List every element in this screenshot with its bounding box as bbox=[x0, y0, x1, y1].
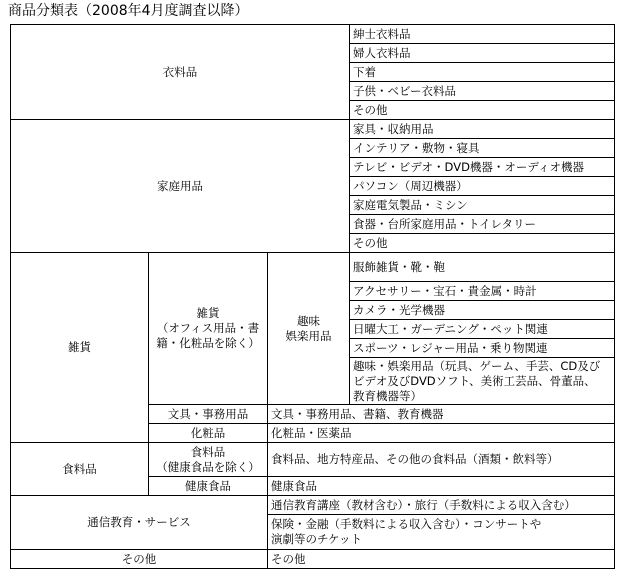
item-cell: 食料品、地方特産品、その他の食料品（酒類・飲料等） bbox=[268, 443, 615, 477]
table-row bbox=[11, 443, 615, 477]
item-cell: アクセサリー・宝石・貴金属・時計 bbox=[350, 282, 615, 301]
category-services: 通信教育・サービス bbox=[11, 496, 268, 550]
category-clothing: 衣料品 bbox=[11, 25, 350, 120]
category-household: 家庭用品 bbox=[11, 120, 350, 253]
item-cell: カメラ・光学機器 bbox=[350, 301, 615, 320]
item-cell: 婦人衣料品 bbox=[350, 44, 615, 63]
item-cell: 下着 bbox=[350, 63, 615, 82]
subcategory-hobby bbox=[268, 253, 350, 405]
subcategory-label: （健康食品を除く） bbox=[156, 459, 260, 474]
subcategory-food-general bbox=[149, 443, 268, 477]
table-row bbox=[11, 253, 615, 282]
subcategory-health-food: 健康食品 bbox=[149, 477, 268, 496]
subcategory-label: 趣味 bbox=[297, 313, 320, 328]
category-misc: 雑貨 bbox=[11, 253, 149, 443]
item-cell: 日曜大工・ガーデニング・ペット関連 bbox=[350, 320, 615, 339]
item-cell: その他 bbox=[268, 550, 615, 569]
item-cell: 通信教育講座（教材含む）・旅行（手数料による収入含む） bbox=[268, 496, 615, 515]
category-food: 食料品 bbox=[11, 443, 149, 496]
item-cell: 文具・事務用品、書籍、教育機器 bbox=[268, 405, 615, 424]
item-cell bbox=[268, 515, 615, 550]
item-cell: 家庭電気製品・ミシン bbox=[350, 196, 615, 215]
item-cell: 紳士衣料品 bbox=[350, 25, 615, 44]
subcategory-label: 籍・化粧品を除く） bbox=[156, 336, 260, 350]
subcategory-misc-general bbox=[149, 253, 268, 405]
item-cell: 服飾雑貨・靴・鞄 bbox=[350, 253, 615, 282]
category-other: その他 bbox=[11, 550, 268, 569]
table-row bbox=[11, 550, 615, 569]
table-row bbox=[11, 120, 615, 139]
table-row bbox=[11, 496, 615, 515]
subcategory-label: 雑貨 bbox=[196, 306, 220, 320]
item-cell: スポーツ・レジャー用品・乗り物関連 bbox=[350, 339, 615, 358]
item-cell: その他 bbox=[350, 234, 615, 253]
item-cell: パソコン（周辺機器） bbox=[350, 177, 615, 196]
subcategory-label: 食料品 bbox=[190, 444, 226, 459]
page-title: 商品分類表（2008年4月度調査以降） bbox=[8, 3, 249, 19]
item-cell: 化粧品・医薬品 bbox=[268, 424, 615, 443]
item-cell bbox=[350, 358, 615, 405]
subcategory-label: （オフィス用品・書 bbox=[156, 321, 260, 335]
subcategory-cosmetics: 化粧品 bbox=[149, 424, 268, 443]
item-line: 保険・金融（手数料による収入含む）・コンサートや bbox=[271, 517, 542, 531]
classification-table bbox=[10, 24, 615, 569]
subcategory-label: 娯楽用品 bbox=[285, 328, 332, 343]
subcategory-stationery: 文具・事務用品 bbox=[149, 405, 268, 424]
item-cell: 食器・台所家庭用品・トイレタリー bbox=[350, 215, 615, 234]
item-cell: その他 bbox=[350, 101, 615, 120]
item-line: 趣味・娯楽用品（玩具、ゲーム、手芸、CD及び bbox=[353, 358, 601, 373]
item-cell: 健康食品 bbox=[268, 477, 615, 496]
item-cell: インテリア・敷物・寝具 bbox=[350, 139, 615, 158]
item-cell: 子供・ベビー衣料品 bbox=[350, 82, 615, 101]
item-cell: 家具・収納用品 bbox=[350, 120, 615, 139]
table-row bbox=[11, 25, 615, 44]
item-line: 演劇等のチケット bbox=[271, 532, 362, 546]
item-line: 教育機器等） bbox=[353, 388, 423, 403]
item-line: ビデオ及びDVDソフト、美術工芸品、骨董品、 bbox=[353, 373, 596, 388]
item-cell: テレビ・ビデオ・DVD機器・オーディオ機器 bbox=[350, 158, 615, 177]
